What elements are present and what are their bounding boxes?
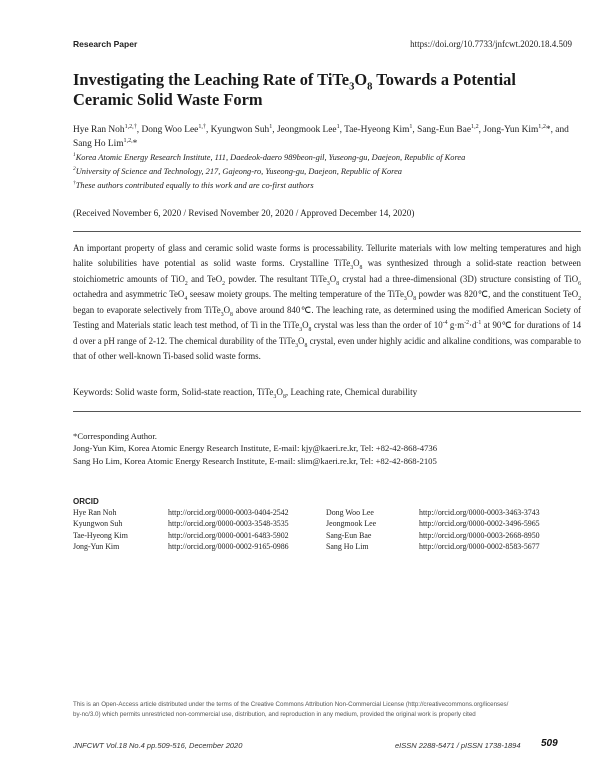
orcid-url[interactable]: http://orcid.org/0000-0003-0404-2542 — [168, 508, 289, 517]
orcid-name: Kyungwon Suh — [73, 519, 123, 529]
divider-bottom — [73, 411, 581, 412]
affiliation-1: $^1$Korea Atomic Energy Research Institute, 111, Daedeok-daero 989beon-gil, Yuseong-gu, Daejeon, Republic of Korea — [73, 152, 466, 162]
journal-citation: JNFCWT Vol.18 No.4 pp.509-516, December 2020 — [73, 741, 243, 750]
orcid-url[interactable]: http://orcid.org/0000-0002-8583-5677 — [419, 541, 540, 551]
corresponding-label: *Corresponding Author. — [73, 431, 157, 441]
orcid-row — [73, 519, 569, 530]
affiliation-footnote: †These authors contributed equally to this work and are co-first authors — [73, 180, 314, 190]
issn: eISSN 2288-5471 / pISSN 1738-1894 — [395, 741, 521, 750]
page-number: 509 — [541, 738, 558, 749]
doi-link[interactable]: https://doi.org/10.7733/jnfcwt.2020.18.4.509 — [410, 39, 572, 49]
orcid-url[interactable]: http://orcid.org/0000-0003-3463-3743 — [419, 508, 540, 517]
license-line-1: This is an Open-Access article distributed under the terms of the Creative Commons Attribution Non-Commercial License (http://creativecommons.org/licenses/ — [73, 701, 509, 708]
orcid-name: Jeongmook Lee — [326, 519, 377, 529]
section-label: Research Paper — [73, 39, 138, 49]
orcid-url[interactable]: http://orcid.org/0000-0003-3548-3535 — [168, 519, 289, 529]
orcid-url[interactable]: http://orcid.org/0000-0001-6483-5902 — [168, 530, 289, 540]
orcid-url[interactable]: http://orcid.org/0000-0002-9165-0986 — [168, 541, 289, 551]
orcid-url[interactable]: http://orcid.org/0000-0003-2668-8950 — [419, 530, 540, 540]
corresponding-author-block — [73, 430, 581, 467]
affiliation-2: $^2$University of Science and Technology, 217, Gajeong-ro, Yuseong-gu, Daejeon, Republic of Korea — [73, 166, 402, 176]
abstract: An important property of glass and ceramic solid waste forms is processability. Tellurite materials with low melting temperatures and high halite solubilities have potential as solid waste forms. Crystalline $TiTe_3O_8$ was synthesized through a solid-state reaction between stoichiometric amounts of TiO$_2$ and TeO$_2$ powder. The resultant $TiTe_3O_8$ crystal had a three-dimensional (3D) structure consisting of TiO$_6$ octahedra and asymmetric TeO$_4$ seesaw moiety groups. The melting temperature of the $TiTe_3O_8$ powder was 820℃, and the constituent TeO$_2$ began to evaporate selectively from $TiTe_3O_8$ above around 840℃. The leaching rate, as determined using the modified American Society of Testing and Materials static leach test method, of Ti in the $TiTe_3O_8$ crystal was less than the order of $10^{-4}$ $g\cdot m^{-2}\cdot d^{-1}$ at 90℃ for durations of 14 d over a pH range of 2-12. The chemical durability of the $TiTe_3O_8$ crystal, even under highly acidic and alkaline conditions, was comparable to that of other well-known Ti-based solid waste forms. — [73, 243, 582, 362]
article-title: Investigating the Leaching Rate of $TiTe_3O_8$ Towards a Potential Ceramic Solid Waste Form — [73, 70, 516, 109]
orcid-name: Dong Woo Lee — [326, 508, 374, 517]
author-list: Hye Ran Noh$^{1,2,\dagger}$, Dong Woo Lee$^{1,\dagger}$, Kyungwon Suh$^1$, Jeongmook Lee$^1$, Tae-Hyeong Kim$^1$, Sang-Eun Bae$^{1,2}$, Jong-Yun Kim$^{1,2}$*, and Sang Ho Lim$^{1,2,}$* — [73, 123, 569, 149]
received-dates: (Received November 6, 2020 / Revised November 20, 2020 / Approved December 14, 2020) — [73, 208, 415, 218]
corresponding-author-2: Sang Ho Lim, Korea Atomic Energy Research Institute, E-mail: slim@kaeri.re.kr, Tel: +82-42-868-2105 — [73, 455, 437, 466]
orcid-name: Sang Ho Lim — [326, 541, 369, 551]
license-notice — [73, 700, 573, 720]
orcid-url[interactable]: http://orcid.org/0000-0002-3496-5965 — [419, 519, 540, 529]
corresponding-author-1: Jong-Yun Kim, Korea Atomic Energy Research Institute, E-mail: kjy@kaeri.re.kr, Tel: +82-42-868-4736 — [73, 443, 438, 454]
orcid-table — [73, 508, 569, 553]
orcid-row — [73, 542, 569, 553]
orcid-heading: ORCID — [73, 497, 99, 506]
orcid-row — [73, 508, 569, 519]
orcid-row — [73, 531, 569, 542]
keywords: Keywords: Solid waste form, Solid-state reaction, $TiTe_3O_8$, Leaching rate, Chemical durability — [73, 387, 418, 400]
orcid-name: Jong-Yun Kim — [73, 541, 120, 551]
divider-top — [73, 231, 581, 232]
orcid-name: Sang-Eun Bae — [326, 530, 372, 540]
orcid-name: Tae-Hyeong Kim — [73, 530, 128, 540]
license-line-2: by-nc/3.0) which permits unrestricted non-commercial use, distribution, and reproduction in any medium, provided the original work is properly cited — [73, 711, 476, 718]
orcid-name: Hye Ran Noh — [73, 508, 117, 517]
